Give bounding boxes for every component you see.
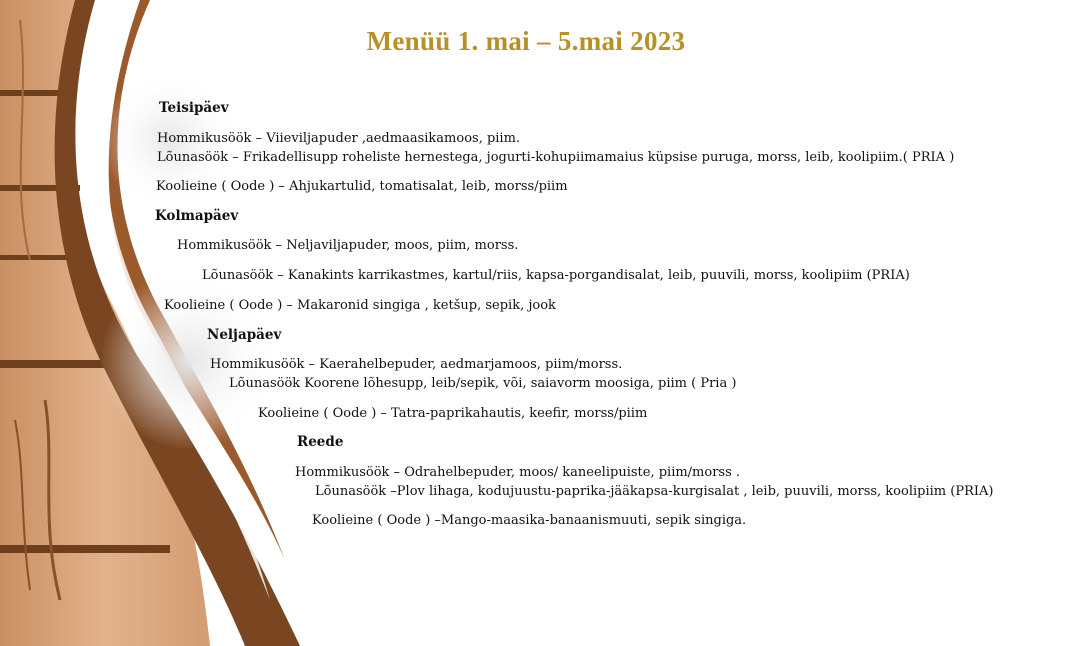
tuesday-breakfast: Hommikusöök – Viieviljapuder ,aedmaasikamoos, piim. bbox=[157, 131, 521, 146]
day-heading-tuesday: Teisipäev bbox=[159, 100, 229, 116]
menu-title: Menüü 1. mai – 5.mai 2023 bbox=[366, 26, 686, 56]
thursday-lunch: Lõunasöök Koorene lõhesupp, leib/sepik, või, saiavorm moosiga, piim ( Pria ) bbox=[229, 376, 737, 391]
wednesday-lunch: Lõunasöök – Kanakints karrikastmes, kartul/riis, kapsa-porgandisalat, leib, puuvili, morss, koolipiim (PRIA) bbox=[202, 268, 910, 283]
wednesday-snack: Koolieine ( Oode ) – Makaronid singiga , ketšup, sepik, jook bbox=[164, 298, 556, 313]
thursday-breakfast: Hommikusöök – Kaerahelbepuder, aedmarjamoos, piim/morss. bbox=[210, 357, 623, 372]
day-heading-wednesday: Kolmapäev bbox=[155, 208, 239, 224]
tuesday-snack: Koolieine ( Oode ) – Ahjukartulid, tomatisalat, leib, morss/piim bbox=[156, 179, 568, 194]
friday-lunch: Lõunasöök –Plov lihaga, kodujuustu-paprika-jääkapsa-kurgisalat , leib, puuvili, morss, koolipiim (PRIA) bbox=[315, 484, 994, 499]
day-heading-thursday: Neljapäev bbox=[207, 327, 282, 343]
wednesday-breakfast: Hommikusöök – Neljaviljapuder, moos, piim, morss. bbox=[177, 238, 519, 253]
friday-snack: Koolieine ( Oode ) –Mango-maasika-banaanismuuti, sepik singiga. bbox=[312, 513, 747, 528]
day-heading-friday: Reede bbox=[297, 434, 344, 450]
thursday-snack: Koolieine ( Oode ) – Tatra-paprikahautis, keefir, morss/piim bbox=[258, 406, 648, 421]
friday-breakfast: Hommikusöök – Odrahelbepuder, moos/ kaneelipuiste, piim/morss . bbox=[295, 465, 741, 480]
tuesday-lunch: Lõunasöök – Frikadellisupp roheliste hernestega, jogurti-kohupiimamaius küpsise puruga, morss, leib, koolipiim.( PRIA ) bbox=[157, 150, 955, 165]
